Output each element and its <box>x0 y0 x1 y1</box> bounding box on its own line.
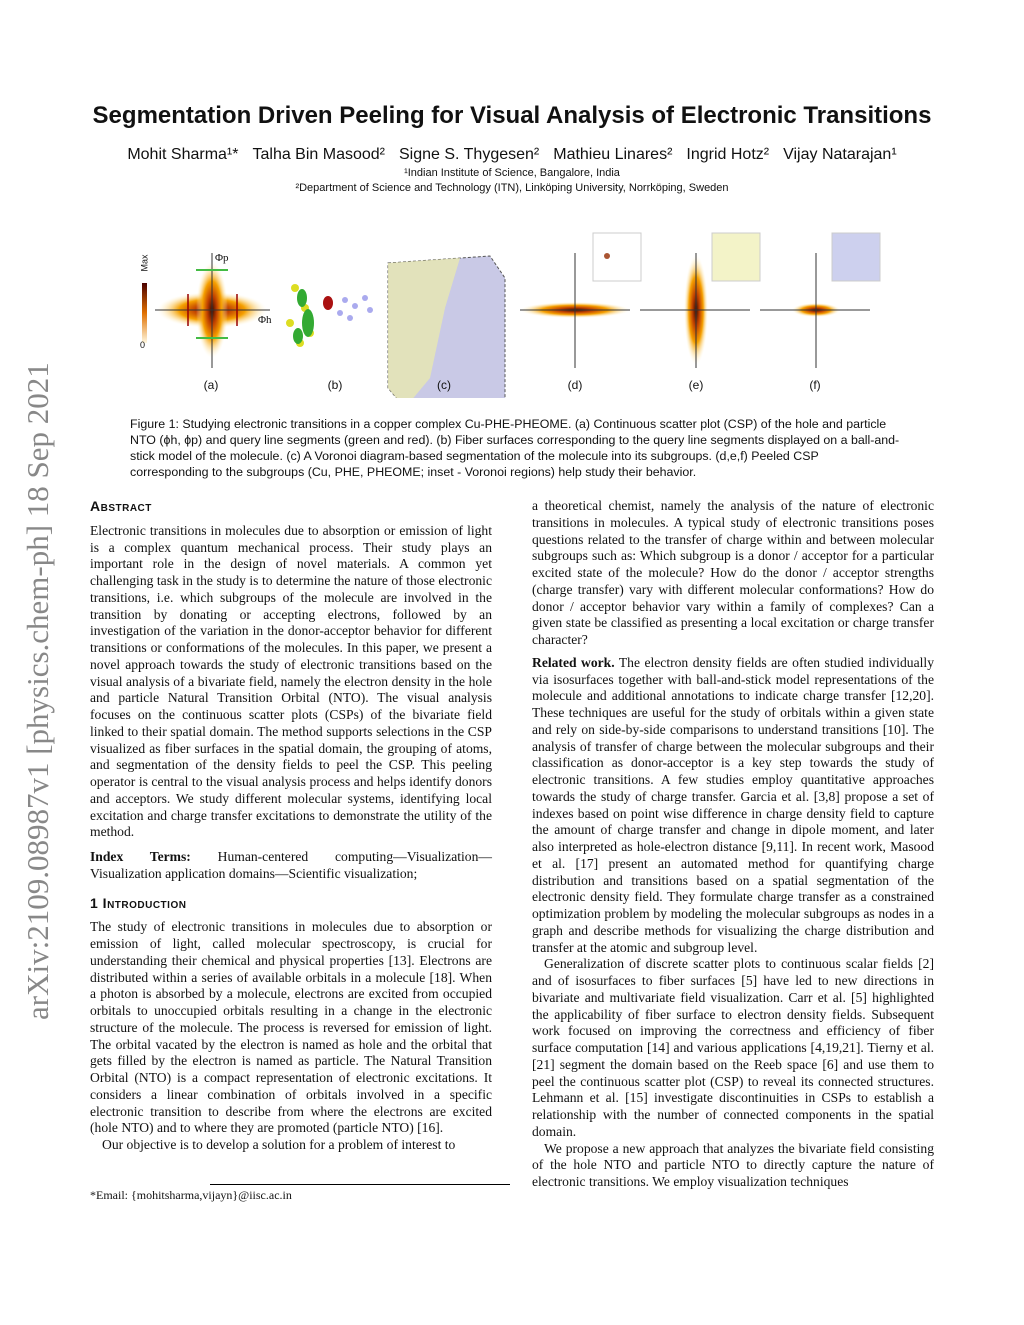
body-paragraph: Generalization of discrete scatter plots to continuous scalar fields [2] and of isosurfaces to fiber surfaces [5] have led to new directions in bivariate and multivariate field visualization. Carr et al. [5] highlighted the applicability of fiber surface to electron density fields. Subsequent work focused on improving the correctness and efficiency of fiber surface computation [14] and various applications [4,19,21]. Tierny et al. [21] segment the domain based on the Reeb space [6] and use them to peel the continuous scatter plot (CSP) to reveal its connected structures. Lehmann et al. [15] investigate discontinuities in CSPs to establish a relationship with the number of connected components in the spatial domain. <box>532 956 934 1139</box>
panel-label: (b) <box>327 378 343 392</box>
colorbar-min-label: 0 <box>140 340 146 350</box>
author: Mathieu Linares² <box>553 146 673 163</box>
ball-and-stick-molecule <box>286 284 373 347</box>
affiliation: ¹Indian Institute of Science, Bangalore, India <box>404 167 620 179</box>
body-paragraph: We propose a new approach that analyzes the bivariate field consisting of the hole NTO and particle NTO to directly capture the nature of electronic transitions. We employ visualization techniques <box>532 1140 934 1189</box>
inset-voronoi <box>712 233 760 281</box>
inset-voronoi <box>593 233 641 281</box>
figure-1 <box>130 228 890 398</box>
left-column <box>90 498 492 1154</box>
index-terms-text: Human-centered computing—Visualization—Visualization application domains—Scientific visualization; <box>90 849 492 881</box>
body-paragraph: The electron density fields are often studied individually via isosurfaces together with ball-and-stick model representations of the molecule and additional annotations to indicate charge transfer [12,20]. These techniques are useful for the study of orbitals within a given state and rely on side-by-side comparisons to understand transitions [10]. The analysis of transfer of charge between the molecular subgroups and their classification as donor-acceptor is a key step towards the study of electronic transitions. A few studies employ quantitative approaches towards the study of charge transfer. Garcia et al. [3,8] propose a set of indexes based on point wise difference in charge density field to capture the amount of charge transfer and change in dipole moment, and later also interpreted as hole-electron distance [9,11]. In recent work, Masood et al. [17] present an automated method for quantifying charge distribution and transitions based on a spatial segmentation of the electronic density field. They formulate charge transfer as a constrained optimization problem by modeling the molecular subgroups as nodes in a graph and describe methods for visualizing the charge distribution and transfer at the atomic and subgroup level. <box>532 654 934 955</box>
right-column <box>532 498 934 1191</box>
author: Mohit Sharma¹* <box>127 146 239 163</box>
paper-title: Segmentation Driven Peeling for Visual Analysis of Electronic Transitions <box>92 102 932 129</box>
panel-label: (a) <box>203 378 219 392</box>
abstract-heading: Abstract <box>90 498 152 514</box>
introduction-heading: 1 Introduction <box>90 894 187 911</box>
colorbar <box>142 283 147 343</box>
author: Vijay Natarajan¹ <box>783 146 897 163</box>
intro-paragraph: Our objective is to develop a solution for a problem of interest to <box>102 1137 456 1152</box>
footnote <box>90 1184 492 1203</box>
body-paragraph: a theoretical chemist, namely the analysis of the nature of electronic transitions in molecules. A typical study of electronic transitions poses questions related to the transfer of charge within and between molecular subgroups such as: Which subgroup is a donor / acceptor for a particular excited state of the molecule? How do the donor / acceptor strengths (charge transfer) vary with different molecular conformations? How do donor / acceptor behavior vary within a family of complexes? Can a given state be classified as presenting a local excitation or charge transfer character? <box>532 498 934 647</box>
panel-label: (e) <box>688 378 704 392</box>
colorbar-max-label: Max <box>139 254 150 272</box>
figure-graphic <box>130 228 890 398</box>
related-work-label: Related work. <box>532 654 615 670</box>
arxiv-identifier: arXiv:2109.08987v1 [physics.chem-ph] 18 Sep 2021 <box>20 362 55 1020</box>
footnote-text: *Email: {mohitsharma,vijayn}@iisc.ac.in <box>90 1188 292 1202</box>
author-list <box>0 146 1024 164</box>
figure-caption: Figure 1: Studying electronic transitions in a copper complex Cu-PHE-PHEOME. (a) Continuous scatter plot (CSP) of the hole and particle NTO (ϕh, ϕp) and query line segments (green and red). (b) Fiber surfaces corresponding to the query line segments displayed on a ball-and-stick model of the molecule. (c) A Voronoi diagram-based segmentation of the molecule into its subgroups. (d,e,f) Peeled CSP corresponding to the subgroups (Cu, PHE, PHEOME; inset - Voronoi regions) help study their behavior. <box>130 417 900 479</box>
axis-label-phi-h: Φh <box>258 314 272 326</box>
index-terms-label: Index Terms: <box>90 849 191 864</box>
affiliation: ²Department of Science and Technology (ITN), Linköping University, Norrköping, Sweden <box>295 182 729 194</box>
voronoi-segmentation-box <box>388 256 505 398</box>
inset-voronoi <box>832 233 880 281</box>
panel-label: (c) <box>437 378 451 392</box>
author: Ingrid Hotz² <box>686 146 770 163</box>
panel-label: (d) <box>567 378 583 392</box>
author: Talha Bin Masood² <box>252 146 385 163</box>
author: Signe S. Thygesen² <box>399 146 540 163</box>
intro-paragraph: The study of electronic transitions in molecules due to absorption or emission of light, called molecular spectroscopy, is crucial for understanding their chemical and physical properties [13]. Electrons are distributed within a series of available orbitals in a molecule [18]. When a photon is absorbed by a molecule, electrons are excited from occupied orbitals to unoccupied orbitals resulting in a change in the electronic structure of the molecule. The process is reversed for emission of light. The orbital vacated by the electron is named as hole and the orbital that gets filled by the electron is named as particle. The Natural Transition Orbital (NTO) is a compact representation of electronic excitations. It considers a linear combination of orbitals involved in a specific electronic transition to describe from where the electrons are excited (hole NTO) and to where they are promoted (particle NTO) [16]. <box>90 919 492 1136</box>
abstract-text: Electronic transitions in molecules due to absorption or emission of light is a complex quantum mechanical process. Their study plays an important role in the design of novel materials. A common yet challenging task in the study is to determine the nature of those electronic transitions, i.e. which subgroups of the molecule are involved in the transition by donating or accepting electrons, followed by an investigation of the variation in the donor-acceptor behavior for different transitions or conformations of the molecules. In this paper, we present a novel approach towards the study of electronic transitions based on the visual analysis of a bivariate field, namely the electron density in the hole and particle Natural Transition Orbital (NTO). The visual analysis focuses on the continuous scatter plots (CSPs) of the bivariate field linked to their spatial domain. The method supports selections in the CSP visualized as fiber surfaces in the spatial domain, the grouping of atoms, and segmentation of the density fields to peel the CSP. This peeling operator is central to the visual analysis process and helps identify donors and acceptors. We study different molecular systems, identifying local excitation and charge transfer excitations to demonstrate the utility of the method. <box>90 522 492 840</box>
panel-label: (f) <box>809 378 821 392</box>
axis-label-phi-p: Φp <box>215 252 229 264</box>
